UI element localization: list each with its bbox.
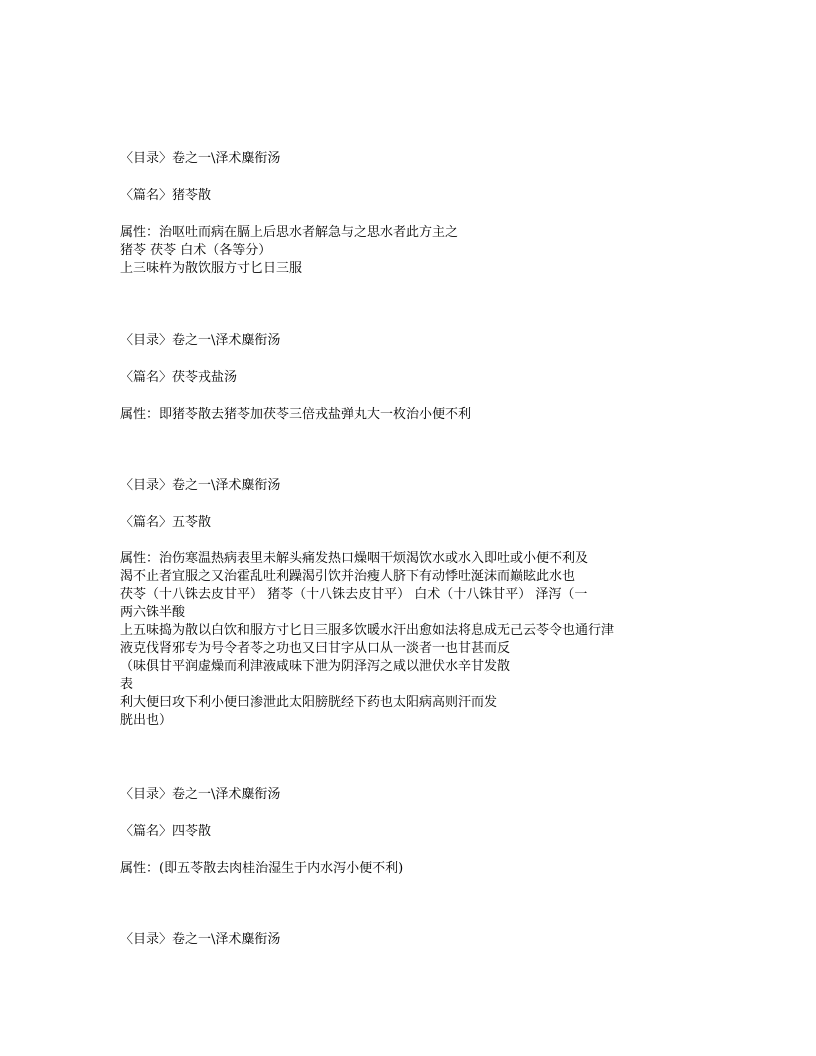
section-title: 〈篇名〉四苓散 xyxy=(120,824,212,839)
body-line: 猪苓 茯苓 白术（各等分） xyxy=(120,243,272,258)
body-line: 属性：(即五苓散去肉桂治湿生于内水泻小便不利) xyxy=(120,861,404,876)
body-line: 利大便曰攻下利小便曰渗泄此太阳膀胱经下药也太阳病高则汗而发 xyxy=(120,695,498,710)
body-line: 属性：治伤寒温热病表里未解头痛发热口燥咽干烦渴饮水或水入即吐或小便不利及 xyxy=(120,551,589,566)
catalog-line: 〈目录〉卷之一\泽术麋衔汤 xyxy=(120,787,281,802)
catalog-line: 〈目录〉卷之一\泽术麋衔汤 xyxy=(120,478,281,493)
body-line: 上三味杵为散饮服方寸匕日三服 xyxy=(120,261,303,276)
body-line: 上五味捣为散以白饮和服方寸匕日三服多饮暖水汗出愈如法将息成无己云苓令也通行津 xyxy=(120,623,615,638)
body-line: 两六铢半酸 xyxy=(120,605,186,620)
section-title: 〈篇名〉五苓散 xyxy=(120,515,212,530)
catalog-line: 〈目录〉卷之一\泽术麋衔汤 xyxy=(120,333,281,348)
body-line: 液克伐肾邪专为号令者苓之功也又曰甘字从口从一淡者一也甘甚而反 xyxy=(120,641,511,656)
body-line: 渴不止者宜服之又治霍乱吐利躁渴引饮并治瘦人脐下有动悸吐涎沫而巅眩此水也 xyxy=(120,569,576,584)
section-title: 〈篇名〉猪苓散 xyxy=(120,188,212,203)
body-line: 胱出也） xyxy=(120,713,173,728)
body-line: （味俱甘平润虚燥而利津液咸味下泄为阴泽泻之咸以泄伏水辛甘发散 xyxy=(120,659,511,674)
section-title: 〈篇名〉茯苓戎盐汤 xyxy=(120,370,238,385)
body-line: 表 xyxy=(120,677,134,692)
catalog-line: 〈目录〉卷之一\泽术麋衔汤 xyxy=(120,932,281,947)
body-line: 属性：治呕吐而病在膈上后思水者解急与之思水者此方主之 xyxy=(120,225,459,240)
body-line: 茯苓（十八铢去皮甘平） 猪苓（十八铢去皮甘平） 白术（十八铢甘平） 泽泻（一 xyxy=(120,587,588,602)
catalog-line: 〈目录〉卷之一\泽术麋衔汤 xyxy=(120,151,281,166)
body-line: 属性：即猪苓散去猪苓加茯苓三倍戎盐弹丸大一枚治小便不利 xyxy=(120,407,472,422)
